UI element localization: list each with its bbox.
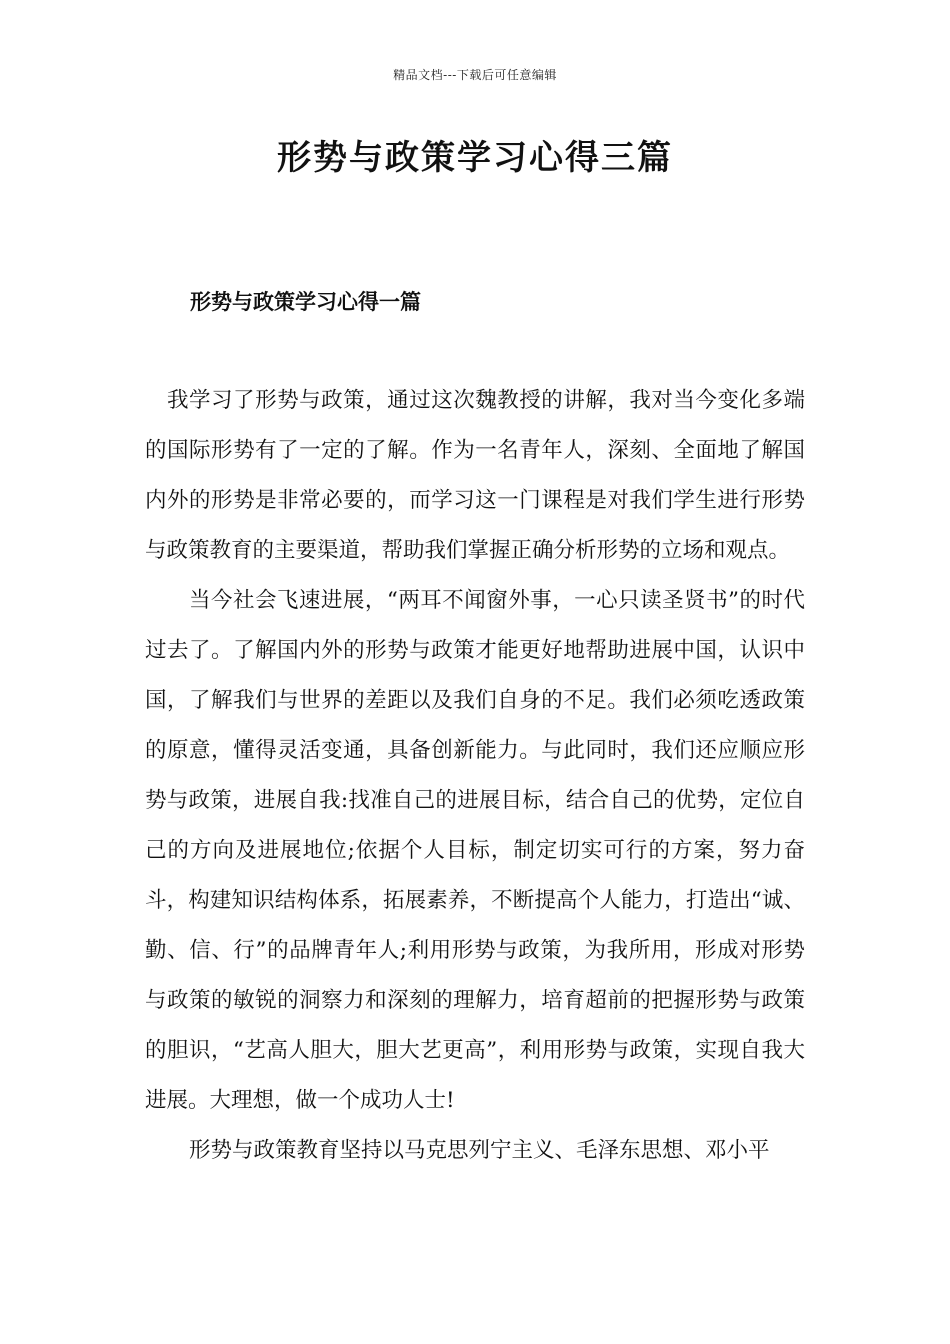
section-title: 形势与政策学习心得一篇 xyxy=(190,289,421,314)
paragraph-3: 形势与政策教育坚持以马克思列宁主义、毛泽东思想、邓小平 xyxy=(189,1138,770,1163)
document-body xyxy=(145,376,805,1176)
header-note: 精品文档---下载后可任意编辑 xyxy=(393,68,557,82)
paragraph-2: 当今社会飞速进展，“两耳不闻窗外事，一心只读圣贤书”的时代过去了。了解国内外的形势与政策才能更好地帮助进展中国，认识中国，了解我们与世界的差距以及我们自身的不足。我们必须吃透政策的原意，懂得灵活变通，具备创新能力。与此同时，我们还应顺应形势与政策，进展自我:找准自己的进展目标，结合自己的优势，定位自己的方向及进展地位;依据个人目标，制定切实可行的方案，努力奋斗，构建知识结构体系，拓展素养，不断提高个人能力，打造出“诚、勤、信、行”的品牌青年人;利用形势与政策，为我所用，形成对形势与政策的敏锐的洞察力和深刻的理解力，培育超前的把握形势与政策的胆识，“艺高人胆大，胆大艺更高”，利用形势与政策，实现自我大进展。大理想，做一个成功人士! xyxy=(145,588,805,1113)
document-title: 形势与政策学习心得三篇 xyxy=(277,138,673,178)
paragraph-1: 我学习了形势与政策，通过这次魏教授的讲解，我对当今变化多端的国际形势有了一定的了解。作为一名青年人，深刻、全面地了解国内外的形势是非常必要的，而学习这一门课程是对我们学生进行形势与政策教育的主要渠道，帮助我们掌握正确分析形势的立场和观点。 xyxy=(145,388,805,563)
